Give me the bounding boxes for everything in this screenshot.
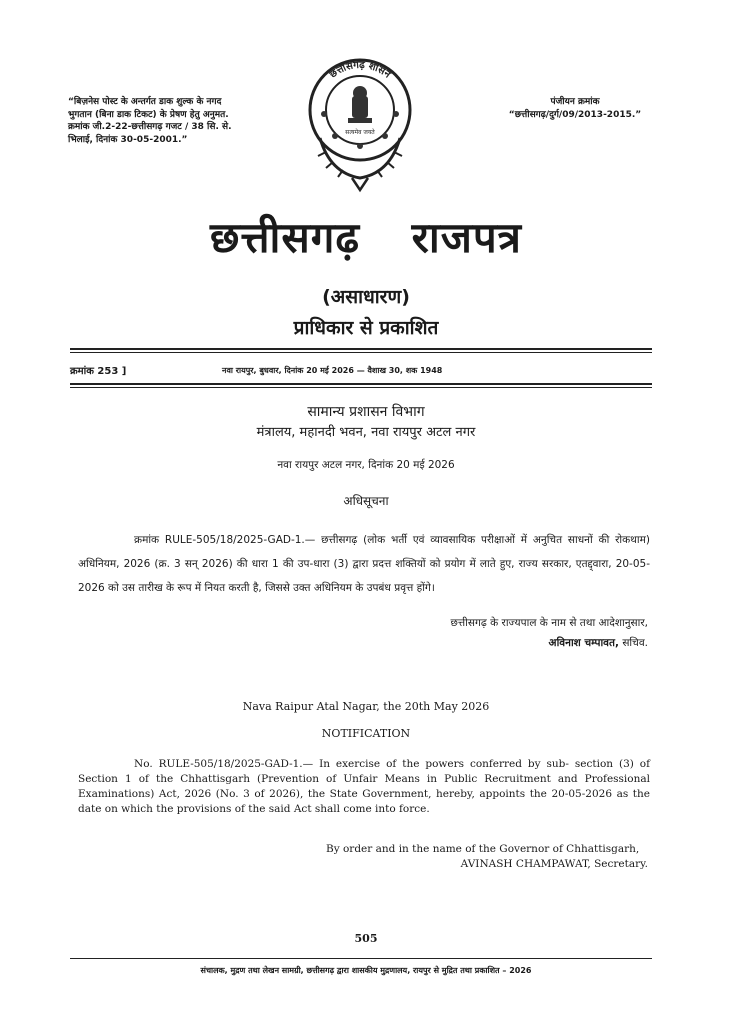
state-emblem-icon xyxy=(300,48,420,198)
english-place-date: Nava Raipur Atal Nagar, the 20th May 2026 xyxy=(242,700,490,713)
department-address: मंत्रालय, महानदी भवन, नवा रायपुर अटल नगर xyxy=(256,425,476,440)
english-notification-heading: NOTIFICATION xyxy=(321,727,411,740)
gazette-subtitle: (असाधारण) xyxy=(322,286,410,308)
english-signatory: AVINASH CHAMPAWAT, Secretary. xyxy=(460,858,648,870)
english-signature-line: By order and in the name of the Governor of Chhattisgarh, xyxy=(326,843,640,855)
department-name: सामान्य प्रशासन विभाग xyxy=(307,404,425,420)
divider xyxy=(70,352,652,353)
hindi-notification-body: क्रमांक RULE-505/18/2025-GAD-1.— छत्तीसगढ़ (लोक भर्ती एवं व्यावसायिक परीक्षाओं में अनुचित साधनों की रोकथाम) अधिनियम, 2026 (क्र. 3 सन् 2026) की धारा 1 की उप-धारा (3) द्वारा प्रदत्त शक्तियों को प्रयोग में लाते हुए, राज्य सरकार, एतद्द्वारा, 20-05-2026 को उस तारीख के रूप में नियत करती है, जिससे उक्त अधिनियम के उपबंध प्रवृत्त होंगे। xyxy=(78,534,650,594)
registration-note xyxy=(490,96,660,121)
emblem-motto: सत्यमेव जयते xyxy=(345,129,375,136)
postal-permit-note: “बिज़नेस पोस्ट के अन्तर्गत डाक शुल्क के नगद भुगतान (बिना डाक टिकट) के प्रेषण हेतु अनुमत. क्रमांक जी.2-22-छत्तीसगढ़ गजट / 38 सि. से. भिलाई, दिनांक 30-05-2001.” xyxy=(68,97,232,145)
svg-text:छत्तीसगढ़ शासन: छत्तीसगढ़ शासन xyxy=(327,59,393,81)
hindi-signatory xyxy=(549,636,648,650)
hindi-signatory-name: अविनाश चम्पावत, xyxy=(548,637,619,649)
hindi-signature-line: छत्तीसगढ़ के राज्यपाल के नाम से तथा आदेशानुसार, xyxy=(450,617,648,629)
divider xyxy=(70,348,652,350)
gazette-authority: प्राधिकार से प्रकाशित xyxy=(293,317,439,339)
registration-label: पंजीयन क्रमांक xyxy=(550,97,600,107)
issue-number: क्रमांक 253 ] xyxy=(70,366,127,377)
divider xyxy=(70,383,652,385)
registration-number: “छत्तीसगढ़/दुर्ग/09/2013-2015.” xyxy=(508,109,642,120)
page-number: 505 xyxy=(354,932,378,945)
english-notification-body: No. RULE-505/18/2025-GAD-1.— In exercise of the powers conferred by sub- section (3) of Section 1 of the Chhattisgarh (Prevention of Unfair Means in Public Recruitment and Professional Examinations) Act, 2026 (No. 3 of 2026), the State Government, hereby, appoints the 20-05-2026 as the date on which the provisions of the said Act shall come into force. xyxy=(78,758,650,815)
hindi-notification-heading: अधिसूचना xyxy=(343,494,389,508)
footer-imprint: संचालक, मुद्रण तथा लेखन सामग्री, छत्तीसगढ़ द्वारा शासकीय मुद्रणालय, रायपुर से मुद्रित तथा प्रकाशित – 2026 xyxy=(200,966,532,975)
issue-date: नवा रायपुर, बुधवार, दिनांक 20 मई 2026 — वैशाख 30, शक 1948 xyxy=(222,366,443,375)
divider xyxy=(70,387,652,388)
gazette-title: छत्तीसगढ़ राजपत्र xyxy=(210,213,522,262)
hindi-signatory-designation: सचिव. xyxy=(622,637,648,649)
hindi-place-date: नवा रायपुर अटल नगर, दिनांक 20 मई 2026 xyxy=(277,459,455,471)
footer-divider xyxy=(70,958,652,959)
